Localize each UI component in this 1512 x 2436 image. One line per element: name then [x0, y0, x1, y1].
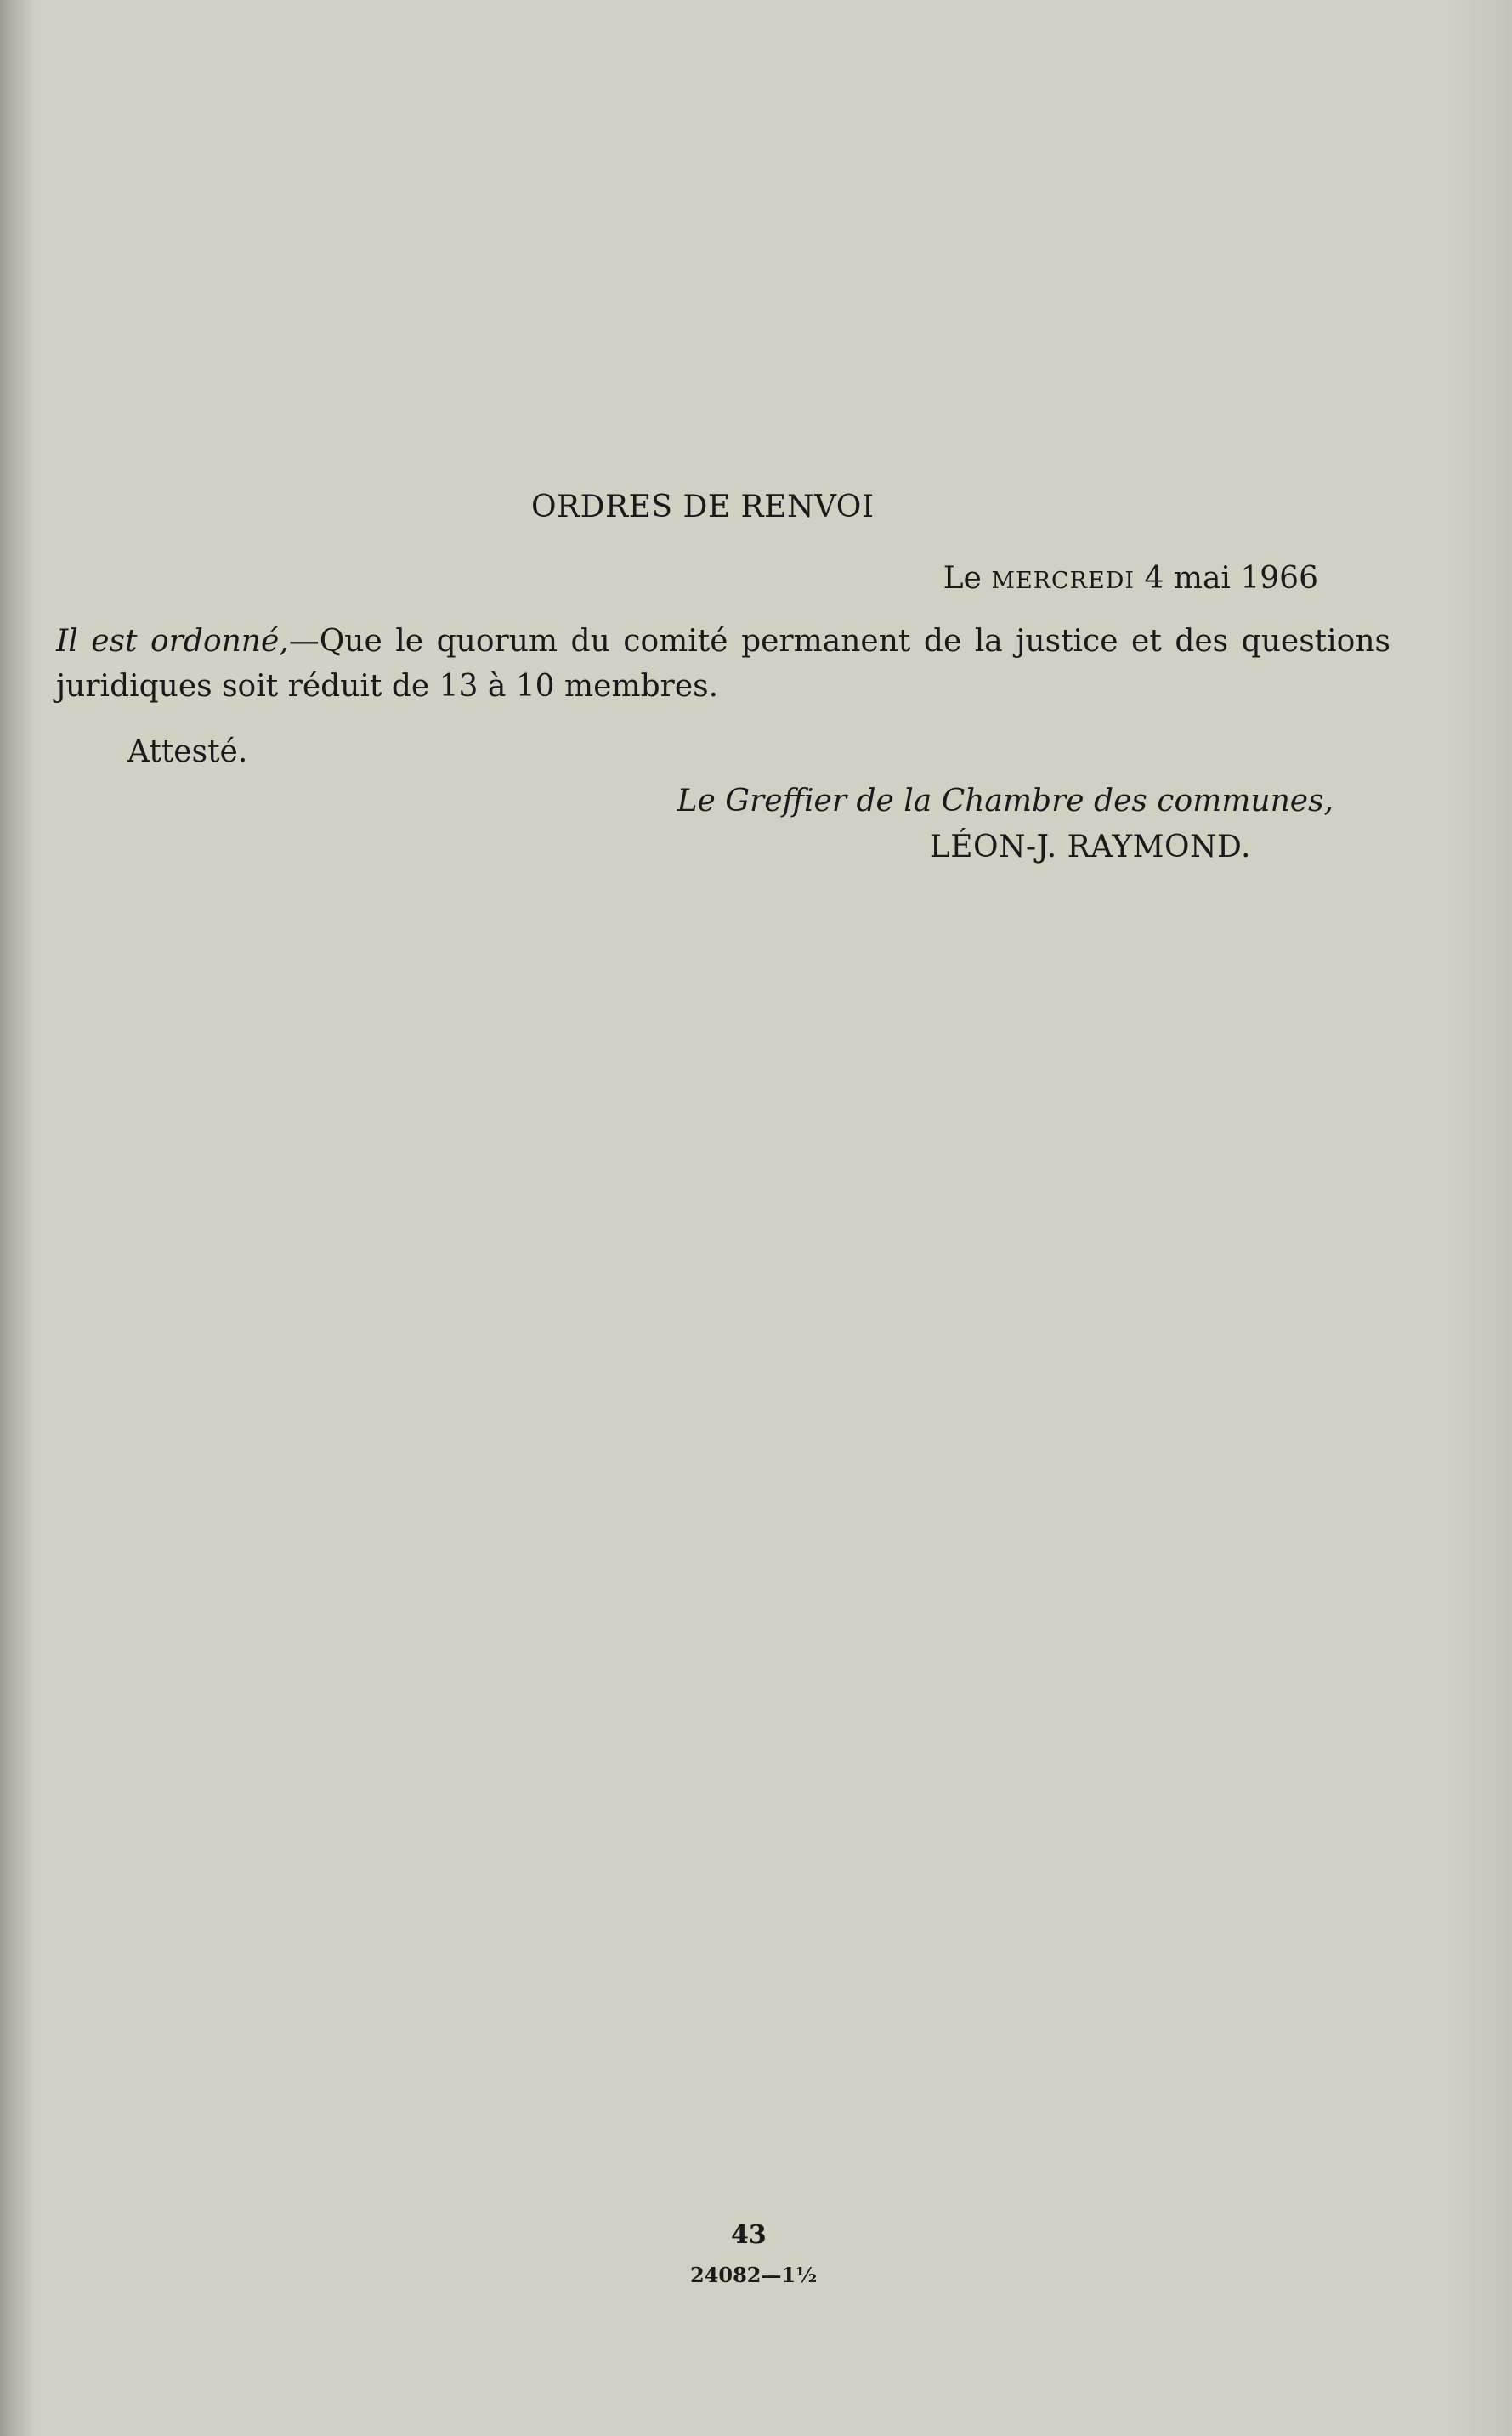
date-prefix: Le — [943, 561, 982, 596]
page-spine-shadow — [0, 0, 34, 2436]
attestation: Attesté. — [127, 734, 248, 769]
order-text: —Que le quorum du comité permanent de la justice et des questions juridiques soit réduit de 13 à 10 membres. — [56, 624, 1390, 704]
date-line — [943, 561, 1318, 596]
order-paragraph — [56, 619, 1390, 709]
print-code: 24082—1½ — [690, 2263, 818, 2287]
date-rest: 4 mai 1966 — [1144, 561, 1318, 596]
clerk-title: Le Greffier de la Chambre des communes, — [677, 784, 1334, 819]
order-lead: Il est ordonné, — [56, 624, 289, 659]
date-weekday: MERCREDI — [991, 568, 1135, 594]
section-heading: ORDRES DE RENVOI — [531, 490, 875, 524]
page-number: 43 — [731, 2220, 767, 2250]
clerk-signature-name: LÉON-J. RAYMOND. — [929, 830, 1251, 864]
